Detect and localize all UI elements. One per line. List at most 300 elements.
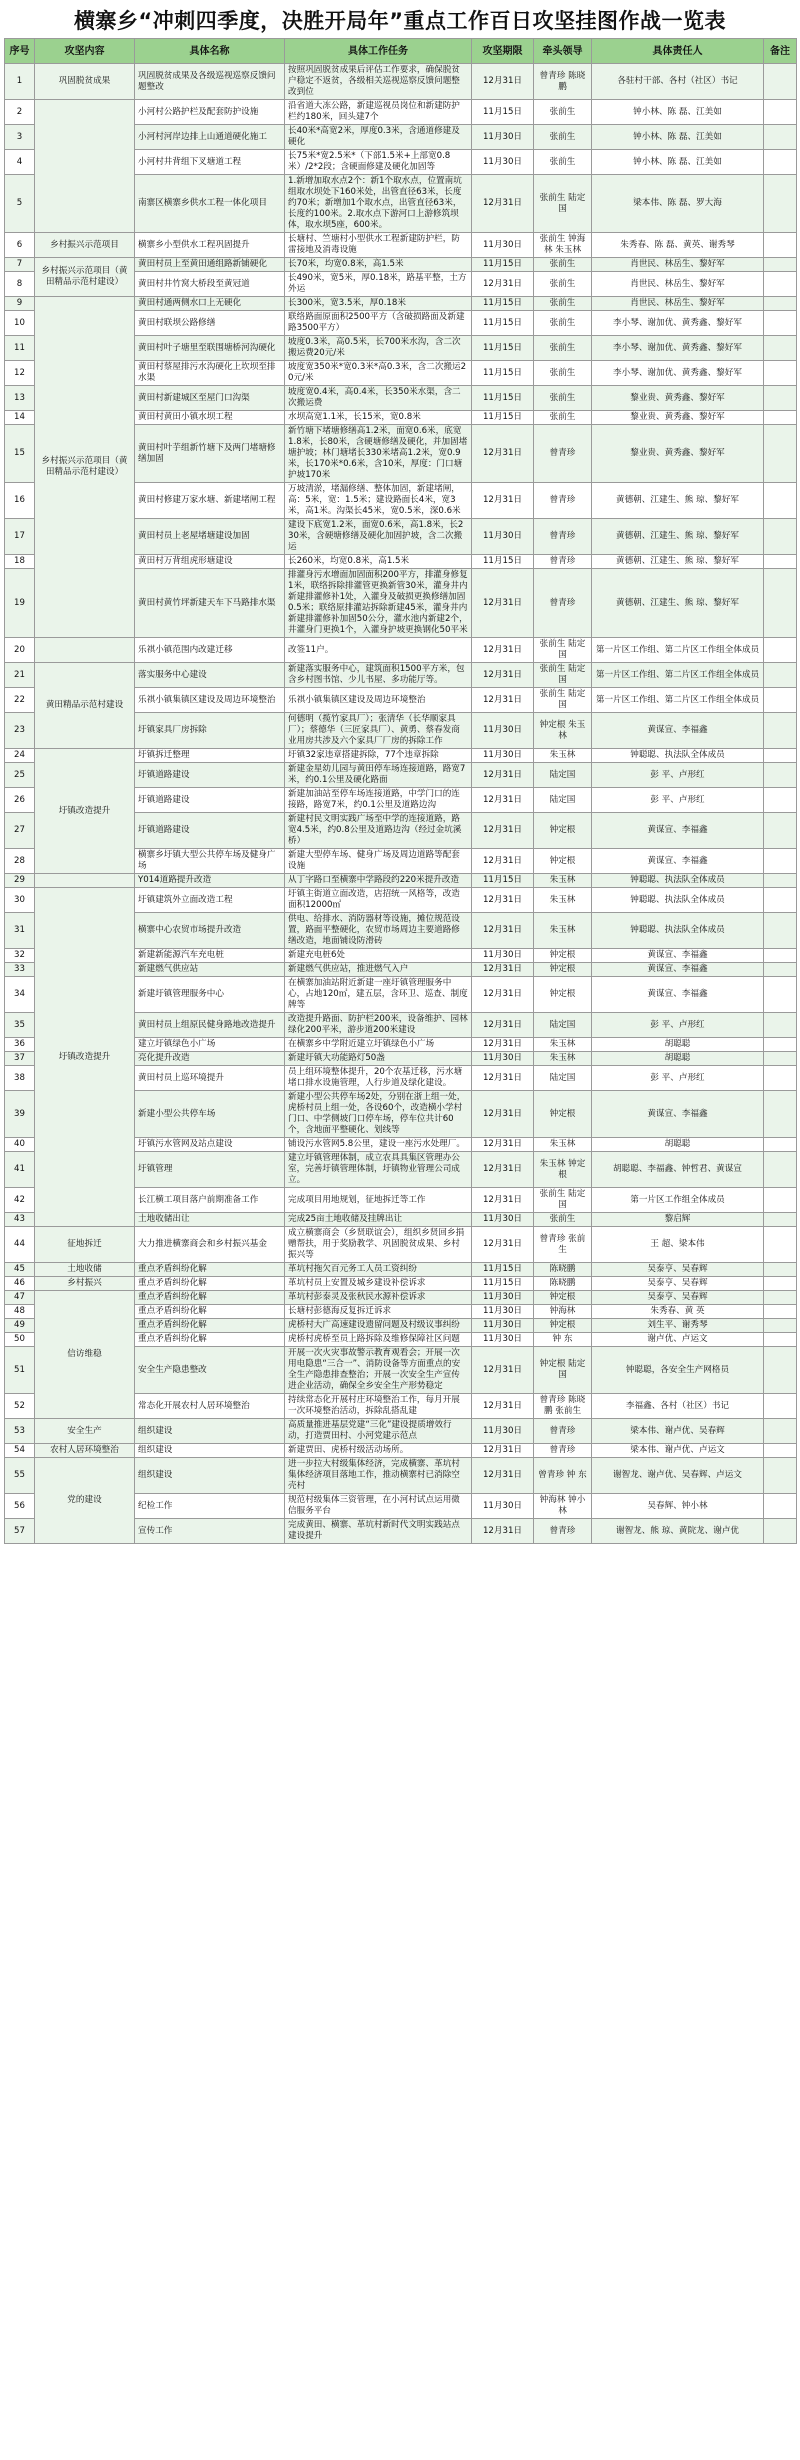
- resp-cell: 肖世民、林岳生、黎好军: [592, 297, 764, 311]
- table-row: [5, 749, 797, 763]
- deadline-cell: 12月31日: [472, 1227, 534, 1263]
- task-cell: 坡度0.3米，高0.5米，长700米水沟，含二次搬运费20元/米: [285, 336, 472, 361]
- resp-cell: 黄谋宣、李福鑫: [592, 713, 764, 749]
- task-cell: 乐祺小镇集镇区建设及周边环境整治: [285, 688, 472, 713]
- note-cell: [764, 125, 797, 150]
- deadline-cell: 11月30日: [472, 713, 534, 749]
- note-cell: [764, 813, 797, 849]
- row-number: 25: [5, 763, 35, 788]
- resp-cell: 黄谋宣、李福鑫: [592, 1091, 764, 1138]
- row-number: 5: [5, 175, 35, 233]
- leader-cell: 曾青珍: [534, 483, 592, 519]
- leader-cell: 钟海林: [534, 1305, 592, 1319]
- header-resp: 具体责任人: [592, 39, 764, 64]
- note-cell: [764, 874, 797, 888]
- task-cell: 完成25亩土地收储及挂牌出让: [285, 1213, 472, 1227]
- row-number: 50: [5, 1333, 35, 1347]
- row-number: 56: [5, 1494, 35, 1519]
- resp-cell: 王 超、梁本伟: [592, 1227, 764, 1263]
- deadline-cell: 12月31日: [472, 977, 534, 1013]
- content-cell: 横寨乡小型供水工程巩固提升: [135, 233, 285, 258]
- table-row: [5, 1444, 797, 1458]
- content-cell: 横寨中心农贸市场提升改造: [135, 913, 285, 949]
- task-cell: 长40米*高宽2米，厚度0.3米，含通道修建及硬化: [285, 125, 472, 150]
- deadline-cell: 11月15日: [472, 311, 534, 336]
- row-number: 48: [5, 1305, 35, 1319]
- task-cell: 联络路面原面积2500平方（含破损路面及新建路3500平方）: [285, 311, 472, 336]
- deadline-cell: 11月30日: [472, 749, 534, 763]
- task-cell: 进一步拉大村级集体经济，完成横寨、革坑村集体经济项目落地工作，推动横寨村已消除空壳村: [285, 1458, 472, 1494]
- row-number: 20: [5, 638, 35, 663]
- leader-cell: 曾青珍: [534, 569, 592, 638]
- note-cell: [764, 1419, 797, 1444]
- leader-cell: 曾青珍 陈晓鹏 张前生: [534, 1394, 592, 1419]
- note-cell: [764, 569, 797, 638]
- leader-cell: 陆定国: [534, 763, 592, 788]
- note-cell: [764, 336, 797, 361]
- note-cell: [764, 64, 797, 100]
- task-cell: 长70米，均宽0.8米，高1.5米: [285, 258, 472, 272]
- row-number: 49: [5, 1319, 35, 1333]
- content-cell: 黄田村蔡屋排污水沟硬化上坎坝至排水渠: [135, 361, 285, 386]
- deadline-cell: 12月31日: [472, 1347, 534, 1394]
- table-row: [5, 1291, 797, 1305]
- task-cell: 新建充电桩6处: [285, 949, 472, 963]
- content-cell: 重点矛盾纠纷化解: [135, 1333, 285, 1347]
- content-cell: 横寨乡圩镇大型公共停车场及健身广场: [135, 849, 285, 874]
- task-cell: 虎桥村大广高速建设遗留问题及村级议事纠纷: [285, 1319, 472, 1333]
- note-cell: [764, 1319, 797, 1333]
- content-cell: 黄田村通两侧水口上无硬化: [135, 297, 285, 311]
- leader-cell: 钟定根: [534, 949, 592, 963]
- deadline-cell: 11月15日: [472, 386, 534, 411]
- content-cell: 宣传工作: [135, 1519, 285, 1544]
- resp-cell: 李福鑫、各村（社区）书记: [592, 1394, 764, 1419]
- deadline-cell: 12月31日: [472, 1013, 534, 1038]
- note-cell: [764, 258, 797, 272]
- row-number: 22: [5, 688, 35, 713]
- note-cell: [764, 233, 797, 258]
- deadline-cell: 11月30日: [472, 1305, 534, 1319]
- content-cell: 黄田村联坝公路修缮: [135, 311, 285, 336]
- row-number: 27: [5, 813, 35, 849]
- deadline-cell: 11月15日: [472, 361, 534, 386]
- table-row: [5, 638, 797, 663]
- note-cell: [764, 1333, 797, 1347]
- resp-cell: 彭 平、卢形红: [592, 788, 764, 813]
- deadline-cell: 12月31日: [472, 1444, 534, 1458]
- note-cell: [764, 749, 797, 763]
- deadline-cell: 12月31日: [472, 688, 534, 713]
- row-number: 31: [5, 913, 35, 949]
- deadline-cell: 11月15日: [472, 411, 534, 425]
- leader-cell: 朱玉林: [534, 1138, 592, 1152]
- leader-cell: 陈晓鹏: [534, 1277, 592, 1291]
- table-row: [5, 1277, 797, 1291]
- deadline-cell: 11月15日: [472, 100, 534, 125]
- resp-cell: 吴泰亨、吴春辉: [592, 1291, 764, 1305]
- table-body: [5, 64, 797, 1544]
- table-row: [5, 1458, 797, 1494]
- deadline-cell: 11月30日: [472, 1333, 534, 1347]
- content-cell: 组织建设: [135, 1458, 285, 1494]
- resp-cell: 李小琴、谢加优、黄秀鑫、黎好军: [592, 361, 764, 386]
- leader-cell: 曾青珍: [534, 519, 592, 555]
- note-cell: [764, 1227, 797, 1263]
- content-cell: 圩镇建筑外立面改造工程: [135, 888, 285, 913]
- row-number: 33: [5, 963, 35, 977]
- content-cell: 长江横工项目落户前期准备工作: [135, 1188, 285, 1213]
- leader-cell: 曾青珍: [534, 555, 592, 569]
- task-cell: 坡度宽350米*宽0.3米*高0.3米，含二次搬运20元/米: [285, 361, 472, 386]
- resp-cell: 谢智龙、谢卢优、吴春辉、卢运文: [592, 1458, 764, 1494]
- resp-cell: 梁本伟、谢卢优、卢运文: [592, 1444, 764, 1458]
- leader-cell: 张前生 钟海林 朱玉林: [534, 233, 592, 258]
- resp-cell: 肖世民、林岳生、黎好军: [592, 258, 764, 272]
- header-no: 序号: [5, 39, 35, 64]
- note-cell: [764, 1066, 797, 1091]
- note-cell: [764, 913, 797, 949]
- content-cell: 重点矛盾纠纷化解: [135, 1305, 285, 1319]
- resp-cell: 第一片区工作组、第二片区工作组全体成员: [592, 688, 764, 713]
- row-number: 14: [5, 411, 35, 425]
- note-cell: [764, 1213, 797, 1227]
- task-cell: 开展一次火灾事故警示教育观看会；开展一次用电隐患“三合一”、消防设备等方面重点的安全生产隐患排查整治；开展一次安全生产宣传进企业活动，确保全乡安全生产形势稳定: [285, 1347, 472, 1394]
- deadline-cell: 11月15日: [472, 258, 534, 272]
- content-cell: 黄田村新建城区至屋门口沟渠: [135, 386, 285, 411]
- task-cell: 新建落实服务中心，建筑面积1500平方米，包含乡村图书馆、少儿书屋、多功能厅等。: [285, 663, 472, 688]
- content-cell: 圩镇污水管网及站点建设: [135, 1138, 285, 1152]
- leader-cell: 曾青珍 张前生: [534, 1227, 592, 1263]
- note-cell: [764, 638, 797, 663]
- category-cell: 乡村振兴: [35, 1277, 135, 1291]
- note-cell: [764, 1291, 797, 1305]
- leader-cell: 钟定根: [534, 1291, 592, 1305]
- content-cell: 黄田村黄竹坪新建天车下马路排水渠: [135, 569, 285, 638]
- leader-cell: 陆定国: [534, 1066, 592, 1091]
- note-cell: [764, 1138, 797, 1152]
- row-number: 32: [5, 949, 35, 963]
- task-cell: 从丁字路口至横寨中学路段约220米提升改造: [285, 874, 472, 888]
- leader-cell: 张前生 陆定国: [534, 638, 592, 663]
- row-number: 11: [5, 336, 35, 361]
- work-table: [4, 38, 797, 1544]
- content-cell: Y014道路提升改造: [135, 874, 285, 888]
- row-number: 17: [5, 519, 35, 555]
- deadline-cell: 11月15日: [472, 297, 534, 311]
- content-cell: 圩镇道路建设: [135, 763, 285, 788]
- deadline-cell: 11月30日: [472, 1494, 534, 1519]
- note-cell: [764, 888, 797, 913]
- row-number: 10: [5, 311, 35, 336]
- resp-cell: 朱秀春、陈 磊、黄英、谢秀琴: [592, 233, 764, 258]
- note-cell: [764, 1038, 797, 1052]
- content-cell: 重点矛盾纠纷化解: [135, 1277, 285, 1291]
- content-cell: 乐祺小镇范围内改建迁移: [135, 638, 285, 663]
- category-cell: 信访维稳: [35, 1291, 135, 1419]
- resp-cell: 吴泰亨、吴春辉: [592, 1277, 764, 1291]
- leader-cell: 陆定国: [534, 1013, 592, 1038]
- table-row: [5, 1419, 797, 1444]
- page-title: 横寨乡“冲刺四季度，决胜开局年”重点工作百日攻坚挂图作战一览表: [73, 9, 727, 33]
- deadline-cell: 12月31日: [472, 1091, 534, 1138]
- row-number: 57: [5, 1519, 35, 1544]
- category-cell: [35, 874, 135, 888]
- row-number: 24: [5, 749, 35, 763]
- note-cell: [764, 949, 797, 963]
- resp-cell: 黄德朝、江建生、熊 琼、黎好军: [592, 519, 764, 555]
- row-number: 28: [5, 849, 35, 874]
- resp-cell: 谢卢优、卢运文: [592, 1333, 764, 1347]
- deadline-cell: 12月31日: [472, 175, 534, 233]
- content-cell: 圩镇拆迁整理: [135, 749, 285, 763]
- category-cell: 农村人居环境整治: [35, 1444, 135, 1458]
- task-cell: 在横寨加油站附近新建一座圩镇管理服务中心，占地120㎡，建五层，含环卫、巡查、制度牌等: [285, 977, 472, 1013]
- leader-cell: 钟定根: [534, 1319, 592, 1333]
- category-cell: 巩固脱贫成果: [35, 64, 135, 100]
- content-cell: 黄田村员上巡环境提升: [135, 1066, 285, 1091]
- leader-cell: 朱玉林 钟定根: [534, 1152, 592, 1188]
- resp-cell: 胡聪聪: [592, 1052, 764, 1066]
- content-cell: 常态化开展农村人居环境整治: [135, 1394, 285, 1419]
- task-cell: 员上组环境整体提升，20个农基迁移，污水塘堵口排水设施管理，人行步道及绿化建设。: [285, 1066, 472, 1091]
- category-cell: 征地拆迁: [35, 1227, 135, 1263]
- task-cell: 万坡清淤，堵漏修缮、整体加固，新建堵闸，高：5米，宽：1.5米；建设路面长4米，宽3米，高1米。沟渠长45米，宽0.5米，深0.6米: [285, 483, 472, 519]
- note-cell: [764, 849, 797, 874]
- row-number: 43: [5, 1213, 35, 1227]
- task-cell: 革坑村彭泰灵及张秋民水源补偿诉求: [285, 1291, 472, 1305]
- task-cell: 虎桥村虎桥至员上路拆除及维修保障社区问题: [285, 1333, 472, 1347]
- deadline-cell: 12月31日: [472, 763, 534, 788]
- content-cell: 新建燃气供应站: [135, 963, 285, 977]
- task-cell: 排灌身污水增面加固面积200平方，排灌身修复1米，联络拆除排灌管更换新管30米，灌身井内新建排灌修补1处，入灌身及破损更换修缮加固0.5米；联络原排灌站拆除新建45米，灌身井内新建排灌修补加固50公分，灌水池内新建2个，井灌身门更换1个，入灌身护坡更换钢化50平米: [285, 569, 472, 638]
- leader-cell: 张前生: [534, 411, 592, 425]
- task-cell: 铺设污水管网5.8公里，建设一座污水处理厂。: [285, 1138, 472, 1152]
- resp-cell: 黎业贵、黄秀鑫、黎好军: [592, 411, 764, 425]
- content-cell: 小河村井背组下叉塘道工程: [135, 150, 285, 175]
- table-row: [5, 1227, 797, 1263]
- note-cell: [764, 1444, 797, 1458]
- deadline-cell: 12月31日: [472, 963, 534, 977]
- deadline-cell: 11月30日: [472, 125, 534, 150]
- task-cell: 新建贾田、虎桥村级活动场所。: [285, 1444, 472, 1458]
- leader-cell: 钟定根: [534, 1091, 592, 1138]
- note-cell: [764, 1152, 797, 1188]
- content-cell: 南寨区横寨乡供水工程一体化项目: [135, 175, 285, 233]
- content-cell: 黄田村万背组虎形塘建设: [135, 555, 285, 569]
- row-number: 19: [5, 569, 35, 638]
- deadline-cell: 12月31日: [472, 1138, 534, 1152]
- deadline-cell: 11月30日: [472, 233, 534, 258]
- content-cell: 土地收储出让: [135, 1213, 285, 1227]
- leader-cell: 张前生: [534, 361, 592, 386]
- task-cell: 新建金星幼儿园与黄田停车场连接道路，路宽7米，约0.1公里及硬化路面: [285, 763, 472, 788]
- resp-cell: 彭 平、卢形红: [592, 1013, 764, 1038]
- content-cell: 小河村公路护栏及配套防护设施: [135, 100, 285, 125]
- resp-cell: 钟聪聪、执法队全体成员: [592, 913, 764, 949]
- resp-cell: 黄德朝、江建生、熊 琼、黎好军: [592, 555, 764, 569]
- deadline-cell: 11月15日: [472, 1277, 534, 1291]
- category-cell: 圩镇改造提升: [35, 888, 135, 1227]
- task-cell: 坡度宽0.4米，高0.4米，长350米水渠，含二次搬运费: [285, 386, 472, 411]
- deadline-cell: 12月31日: [472, 64, 534, 100]
- task-cell: 长75米*宽2.5米*（下部1.5米+上部宽0.8米）/2*2段；含硬面修建及硬化加固等: [285, 150, 472, 175]
- note-cell: [764, 150, 797, 175]
- content-cell: 亮化提升改造: [135, 1052, 285, 1066]
- resp-cell: 黄谋宣、李福鑫: [592, 963, 764, 977]
- header-content: 具体名称: [135, 39, 285, 64]
- content-cell: 黄田村修建万家水塘、新建堵闸工程: [135, 483, 285, 519]
- content-cell: 圩镇家具厂房拆除: [135, 713, 285, 749]
- row-number: 55: [5, 1458, 35, 1494]
- deadline-cell: 12月31日: [472, 788, 534, 813]
- note-cell: [764, 1347, 797, 1394]
- content-cell: 新建新能源汽车充电桩: [135, 949, 285, 963]
- deadline-cell: 11月30日: [472, 1052, 534, 1066]
- content-cell: 黄田村叶子塘里至联围塘桥河沟硬化: [135, 336, 285, 361]
- row-number: 45: [5, 1263, 35, 1277]
- note-cell: [764, 311, 797, 336]
- note-cell: [764, 977, 797, 1013]
- content-cell: 大力推进横寨商会和乡村振兴基金: [135, 1227, 285, 1263]
- content-cell: 黄田村叶芋组新竹塘下及两门堵塘修缮加固: [135, 425, 285, 483]
- leader-cell: 曾青珍 钟 东: [534, 1458, 592, 1494]
- resp-cell: 钟小林、陈 磊、江美如: [592, 100, 764, 125]
- note-cell: [764, 425, 797, 483]
- leader-cell: 张前生: [534, 336, 592, 361]
- note-cell: [764, 519, 797, 555]
- resp-cell: 李小琴、谢加优、黄秀鑫、黎好军: [592, 336, 764, 361]
- resp-cell: 钟小林、陈 磊、江美如: [592, 150, 764, 175]
- resp-cell: 钟聪聪、执法队全体成员: [592, 888, 764, 913]
- note-cell: [764, 411, 797, 425]
- content-cell: 重点矛盾纠纷化解: [135, 1319, 285, 1333]
- content-cell: 重点矛盾纠纷化解: [135, 1291, 285, 1305]
- deadline-cell: 11月30日: [472, 150, 534, 175]
- task-cell: 圩镇主街道立面改造，店招统一风格等，改造面积12000㎡: [285, 888, 472, 913]
- note-cell: [764, 1277, 797, 1291]
- deadline-cell: 12月31日: [472, 849, 534, 874]
- task-cell: 革坑村员上安置及城乡建设补偿诉求: [285, 1277, 472, 1291]
- content-cell: 圩镇道路建设: [135, 813, 285, 849]
- task-cell: 改造提升路面、防护栏200米，设备维护、园林绿化200平米，游步道200米建设: [285, 1013, 472, 1038]
- row-number: 51: [5, 1347, 35, 1394]
- resp-cell: 梁本伟、陈 磊、罗大海: [592, 175, 764, 233]
- leader-cell: 钟 东: [534, 1333, 592, 1347]
- header-note: 备注: [764, 39, 797, 64]
- category-cell: 土地收储: [35, 1263, 135, 1277]
- deadline-cell: 12月31日: [472, 913, 534, 949]
- leader-cell: 张前生: [534, 100, 592, 125]
- resp-cell: 黄谋宣、李福鑫: [592, 813, 764, 849]
- task-cell: 持续常态化开展村庄环境整治工作，每月开展一次环境整治活动，拆除乱搭乱建: [285, 1394, 472, 1419]
- deadline-cell: 11月30日: [472, 949, 534, 963]
- task-cell: 长300米，宽3.5米，厚0.18米: [285, 297, 472, 311]
- row-number: 40: [5, 1138, 35, 1152]
- row-number: 7: [5, 258, 35, 272]
- leader-cell: 张前生: [534, 311, 592, 336]
- content-cell: 黄田村员上组原民健身路地改造提升: [135, 1013, 285, 1038]
- row-number: 34: [5, 977, 35, 1013]
- leader-cell: 朱玉林: [534, 913, 592, 949]
- table-row: [5, 888, 797, 913]
- content-cell: 小河村河岸边排上山通道硬化施工: [135, 125, 285, 150]
- resp-cell: 钟小林、陈 磊、江美如: [592, 125, 764, 150]
- row-number: 30: [5, 888, 35, 913]
- deadline-cell: 12月31日: [472, 1038, 534, 1052]
- resp-cell: 黎启辉: [592, 1213, 764, 1227]
- note-cell: [764, 1091, 797, 1138]
- row-number: 29: [5, 874, 35, 888]
- row-number: 21: [5, 663, 35, 688]
- note-cell: [764, 963, 797, 977]
- task-cell: 新建大型停车场、健身广场及周边道路等配套设施: [285, 849, 472, 874]
- resp-cell: 第一片区工作组、第二片区工作组全体成员: [592, 663, 764, 688]
- leader-cell: 朱玉林: [534, 1038, 592, 1052]
- content-cell: 黄田村井竹窝大桥段至黄冠道: [135, 272, 285, 297]
- table-row: [5, 297, 797, 311]
- header-leader: 牵头领导: [534, 39, 592, 64]
- table-header-row: [5, 39, 797, 64]
- resp-cell: 黎业贵、黄秀鑫、黎好军: [592, 425, 764, 483]
- content-cell: 新建小型公共停车场: [135, 1091, 285, 1138]
- row-number: 46: [5, 1277, 35, 1291]
- leader-cell: 曾青珍: [534, 1419, 592, 1444]
- deadline-cell: 12月31日: [472, 569, 534, 638]
- task-cell: 规范村级集体三资管理，在小河村试点运用微信服务平台: [285, 1494, 472, 1519]
- table-row: [5, 233, 797, 258]
- deadline-cell: 12月31日: [472, 1519, 534, 1544]
- content-cell: 落实服务中心建设: [135, 663, 285, 688]
- content-cell: 黄田村员上老屋堵塘建设加固: [135, 519, 285, 555]
- task-cell: 建设下底宽1.2米，面宽0.6米，高1.8米，长230米，含硬塘修缮及硬化加固护坡，含二次搬运: [285, 519, 472, 555]
- note-cell: [764, 1013, 797, 1038]
- task-cell: 圩镇32家违章搭建拆除，77个违章拆除: [285, 749, 472, 763]
- row-number: 6: [5, 233, 35, 258]
- row-number: 54: [5, 1444, 35, 1458]
- deadline-cell: 11月30日: [472, 519, 534, 555]
- resp-cell: 胡聪聪: [592, 1138, 764, 1152]
- note-cell: [764, 175, 797, 233]
- header-task: 具体工作任务: [285, 39, 472, 64]
- deadline-cell: 11月15日: [472, 1263, 534, 1277]
- row-number: 3: [5, 125, 35, 150]
- note-cell: [764, 663, 797, 688]
- row-number: 53: [5, 1419, 35, 1444]
- note-cell: [764, 555, 797, 569]
- category-cell: 乡村振兴示范项目（黄田精品示范村建设）: [35, 258, 135, 297]
- task-cell: 1.新增加取水点2个：新1个取水点，位置南坑组取水坝处下160米处，出管直径63米，长度约70米；新增加1个取水点，出管直径63米，长度约100米。2.取水点下游河口上游修筑坝体，取水坝5座，600米。: [285, 175, 472, 233]
- task-cell: 成立横寨商会（乡贤联谊会），组织乡贤回乡捐赠帮扶，用于奖励教学、巩固脱贫成果、乡村振兴等: [285, 1227, 472, 1263]
- leader-cell: 朱玉林: [534, 888, 592, 913]
- resp-cell: 胡聪聪、李福鑫、钟哲君、黄谋宣: [592, 1152, 764, 1188]
- leader-cell: 钟定根 陆定国: [534, 1347, 592, 1394]
- task-cell: 高质量推进基层党建“三化”建设提质增效行动，打造贾田村、小河党建示范点: [285, 1419, 472, 1444]
- deadline-cell: 11月15日: [472, 555, 534, 569]
- leader-cell: 陈晓鹏: [534, 1263, 592, 1277]
- deadline-cell: 12月31日: [472, 1458, 534, 1494]
- table-row: [5, 100, 797, 125]
- row-number: 4: [5, 150, 35, 175]
- deadline-cell: 12月31日: [472, 813, 534, 849]
- resp-cell: 钟聪聪、执法队全体成员: [592, 874, 764, 888]
- resp-cell: 黄谋宣、李福鑫: [592, 949, 764, 963]
- table-row: [5, 874, 797, 888]
- deadline-cell: 11月30日: [472, 1319, 534, 1333]
- note-cell: [764, 386, 797, 411]
- deadline-cell: 12月31日: [472, 1152, 534, 1188]
- resp-cell: 彭 平、卢形红: [592, 763, 764, 788]
